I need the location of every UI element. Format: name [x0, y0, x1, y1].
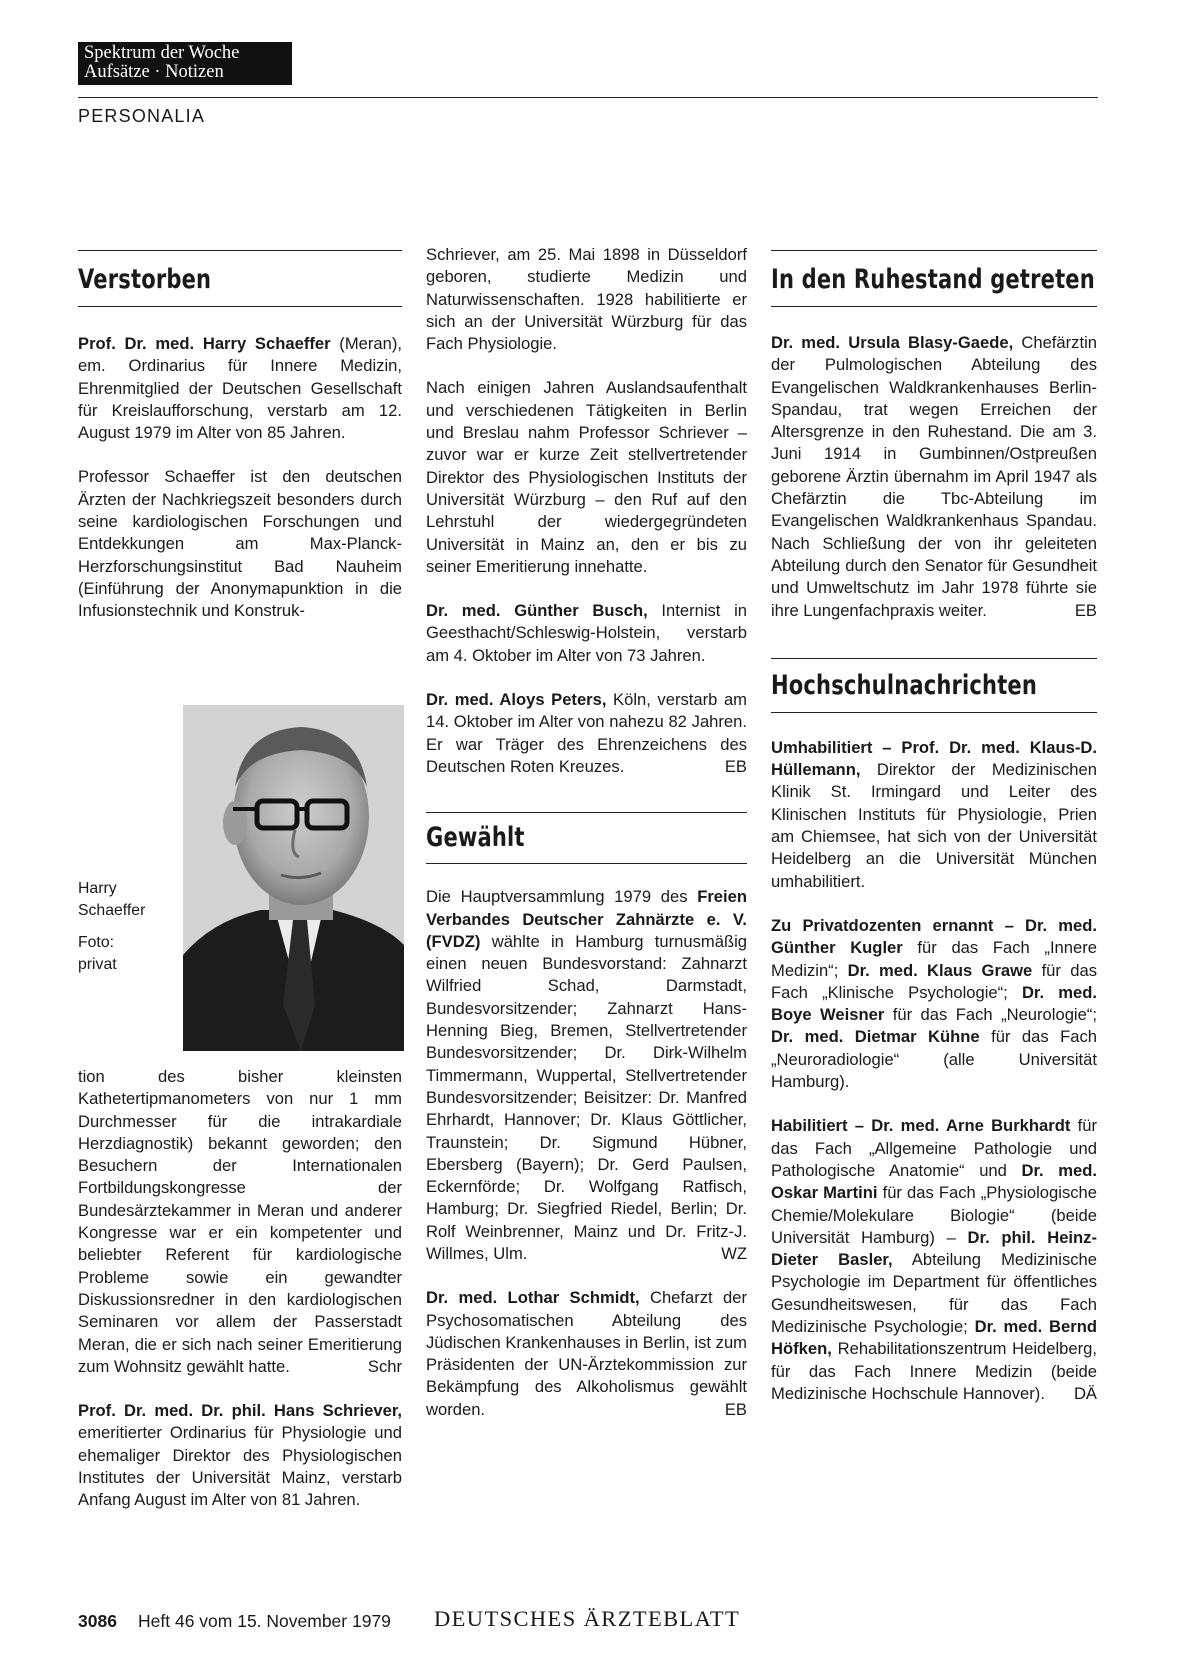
- obituary-schriever-career: Nach einigen Jahren Auslandsaufenthalt und verschiedenen Tätigkeiten in Berlin und Breslau nahm Professor Schriever – zuvor war er kurze Zeit stellvertretender Direktor des Physiologischen Instituts der Universität Würzburg – den Ruf auf den Lehrstuhl der wiedergegründeten Universität in Mainz an, den er bis zu seiner Emeritierung innehatte.: [426, 378, 747, 576]
- section-title-gewaehlt: Gewählt: [426, 822, 525, 854]
- section-label-box: [78, 42, 292, 85]
- news-habilitiert: Habilitiert – Dr. med. Arne Burkhardt für das Fach „Allgemeine Pathologie und Pathologische Anatomie“ und Dr. med. Oskar Martini für das Fach „Physiologische Chemie/Molekulare Biologie“ (beide Universität Hamburg) – Dr. phil. Heinz-Dieter Basler, Abteilung Medizinische Psychologie im Department für öffentliches Gesundheitswesen, für das Fach Medizinische Psychologie; Dr. med. Bernd Höfken, Rehabilitationszentrum Heidelberg, für das Fach Innere Medizin (beide Medizinische Hochschule Hannover). DÄ: [771, 1115, 1097, 1405]
- column-1-continued: [78, 1066, 402, 1512]
- election-schmidt: Dr. med. Lothar Schmidt, Chefarzt der Psychosomatischen Abteilung des Jüdischen Krankenhauses in Berlin, ist zum Präsidenten der UN-Ärztekommission zur Bekämpfung des Alkoholismus gewählt worden. EB: [426, 1287, 747, 1421]
- section-title-hochschulnachrichten: Hochschulnachrichten: [771, 669, 1038, 701]
- section-title-verstorben: Verstorben: [78, 264, 212, 295]
- obituary-peters: Dr. med. Aloys Peters, Köln, verstarb am 14. Oktober im Alter von nahezu 82 Jahren. Er war Träger des Ehrenzeichens des Deutschen Roten Kreuzes. EB: [426, 689, 747, 778]
- retirement-blasy-gaede: Dr. med. Ursula Blasy-Gaede, Chefärztin der Pulmologischen Abteilung des Evangelischen Waldkrankenhauses Berlin-Spandau, trat wegen Erreichen der Altersgrenze in den Ruhestand. Die am 3. Juni 1914 in Gumbinnen/Ostpreußen geborene Ärztin übernahm im April 1947 als Chefärztin die Tbc-Abteilung im Evangelischen Waldkrankenhaus Spandau. Nach Schließung der von ihr geleiteten Abteilung durch den Senator für Gesundheit und Umweltschutz im Jahr 1978 führte sie ihre Lungenfachpraxis weiter. EB: [771, 332, 1097, 622]
- obituary-schaeffer-body-continued: tion des bisher kleinsten Kathetertipmanometers von nur 1 mm Durchmesser für die intrakardiale Herzdiagnostik) bekannt geworden; den Besuchern der Internationalen Fortbildungskongresse der Bundesärztekammer in Meran und anderer Kongresse war er ein kompetenter und beliebter Referent für kardiologische Probleme sowie ein gewandter Diskussionsredner in den kardiologischen Seminaren vor allem der Passerstadt Meran, die er sich nach seiner Emeritierung zum Wohnsitz gewählt hatte. Schr: [78, 1066, 402, 1378]
- section-rule-top: [426, 812, 747, 813]
- photo-caption: Harry Schaeffer Foto: privat: [78, 880, 146, 973]
- election-fvdz: Die Hauptversammlung 1979 des Freien Verbandes Deutscher Zahnärzte e. V. (FVDZ) wählte in Hamburg turnusmäßig einen neuen Bundesvorstand: Zahnarzt Wilfried Schad, Darmstadt, Bundesvorsitzender; Zahnarzt Hans-Henning Bieg, Bremen, Stellvertretender Bundesvorsitzender; Dr. Dirk-Wilhelm Timmermann, Wuppertal, Stellvertretender Bundesvorsitzender; Beisitzer: Dr. Manfred Ehrhardt, Hannover; Dr. Klaus Göttlicher, Traunstein; Dr. Sigmund Hübner, Ebersberg (Bayern); Dr. Gerd Paulsen, Eckernförde; Dr. Wolfgang Ratfisch, Hamburg; Dr. Siegfried Riedel, Berlin; Dr. Rolf Weinbrenner, Mainz und Dr. Fritz-J. Willmes, Ulm. WZ: [426, 886, 747, 1265]
- news-huellemann: Umhabilitiert – Prof. Dr. med. Klaus-D. Hüllemann, Direktor der Medizinischen Klinik St. Irmingard und Leiter des Klinischen Instituts für Physiologie, Prien am Chiemsee, hat sich von der Universität Heidelberg an die Universität München umhabilitiert.: [771, 737, 1097, 891]
- header-rule: [78, 97, 1098, 98]
- section-label-line-2: Aufsätze · Notizen: [84, 62, 224, 82]
- section-rule-top: [771, 658, 1097, 659]
- column-3: [771, 250, 1097, 1405]
- obituary-schriever-intro: Prof. Dr. med. Dr. phil. Hans Schriever, emeritierter Ordinarius für Physiologie und ehemaliger Direktor des Physiologischen Institutes der Universität Mainz, verstarb Anfang August im Alter von 81 Jahren.: [78, 1401, 402, 1510]
- author-signature: Schr: [367, 1356, 402, 1376]
- author-signature: DÄ: [1073, 1383, 1097, 1403]
- author-signature: EB: [724, 756, 747, 776]
- magazine-title: DEUTSCHES ÄRZTEBLATT: [434, 1606, 741, 1631]
- section-label-line-1: Spektrum der Woche: [84, 43, 240, 63]
- section-title-ruhestand: In den Ruhestand getreten: [771, 264, 1095, 295]
- obituary-schaeffer-body: Professor Schaeffer ist den deutschen Ärzten der Nachkriegszeit besonders durch seine kardiologischen Forschungen und Entdekkungen am Max-Planck-Herzforschungsinstitut Bad Nauheim (Einführung der Anonymapunktion in die Infusionstechnik und Konstruk-: [78, 467, 402, 621]
- portrait-image: [183, 705, 404, 1051]
- column-2: [426, 244, 747, 1421]
- author-signature: EB: [1074, 600, 1097, 620]
- news-privatdozenten: Zu Privatdozenten ernannt – Dr. med. Günther Kugler für das Fach „Innere Medizin“; Dr. med. Klaus Grawe für das Fach „Klinische Psychologie“; Dr. med. Boye Weisner für das Fach „Neurologie“; Dr. med. Dietmar Kühne für das Fach „Neuroradiologie“ (alle Universität Hamburg).: [771, 915, 1098, 1092]
- section-rule-top: [771, 250, 1097, 251]
- issue-line: Heft 46 vom 15. November 1979: [138, 1611, 391, 1631]
- obituary-schriever-body: Schriever, am 25. Mai 1898 in Düsseldorf geboren, studierte Medizin und Naturwissenschaften. 1928 habilitierte er sich an der Universität Würzburg für das Fach Physiologie.: [426, 245, 747, 354]
- column-1: [78, 250, 402, 623]
- author-signature: WZ: [721, 1243, 747, 1263]
- page-number: 3086: [78, 1611, 117, 1631]
- obituary-busch: Dr. med. Günther Busch, Internist in Geesthacht/Schleswig-Holstein, verstarb am 4. Oktober im Alter von 73 Jahren.: [426, 601, 747, 665]
- author-signature: EB: [724, 1399, 747, 1419]
- rubric-title: PERSONALIA: [78, 106, 206, 126]
- section-rule-top: [78, 250, 402, 251]
- obituary-schaeffer-intro: Prof. Dr. med. Harry Schaeffer (Meran), em. Ordinarius für Innere Medizin, Ehrenmitglied der Deutschen Gesellschaft für Kreislaufforschung, verstarb am 12. August 1979 im Alter von 85 Jahren.: [78, 334, 403, 443]
- portrait-photo: [183, 705, 404, 1051]
